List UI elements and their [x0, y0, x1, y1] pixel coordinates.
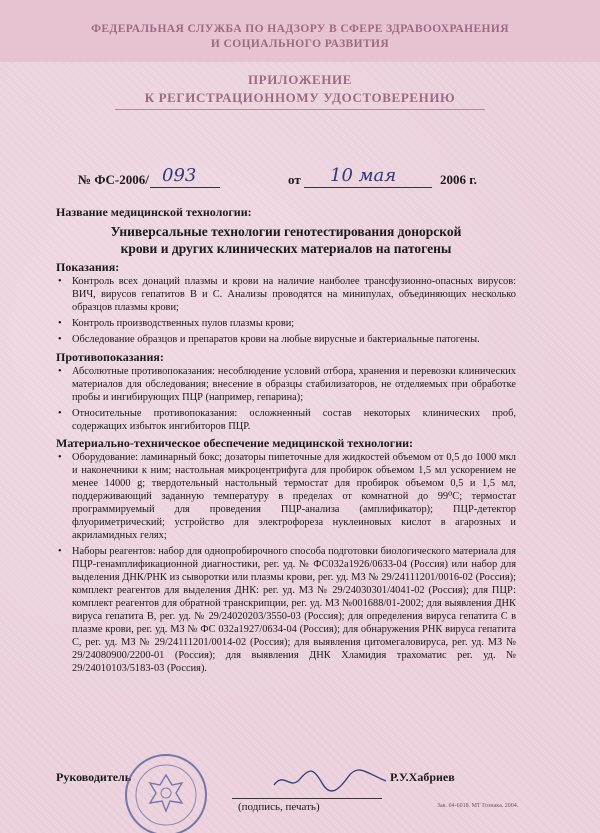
- registration-number-handwritten: 093: [162, 165, 197, 186]
- contraindications-heading: Противопоказания:: [56, 350, 164, 364]
- tech-title-line2: крови и других клинических материалов на патогены: [120, 241, 452, 256]
- appendix-title: ПРИЛОЖЕНИЕ: [247, 72, 353, 87]
- agency-name-line2: И СОЦИАЛЬНОГО РАЗВИТИЯ: [210, 38, 390, 50]
- registration-number-label: № ФС-2006/: [78, 172, 149, 187]
- year-label: 2006 г.: [440, 172, 477, 187]
- signature-line: [232, 798, 382, 799]
- date-from-label: от: [288, 172, 301, 187]
- date-handwritten: 10 мая: [330, 165, 397, 186]
- list-item: • Контроль всех донаций плазмы и крови на наличие наиболее трансфузионно-опасных вирусов: ВИЧ, вирусов гепатитов В и С. Анализы проводятся на минипулах, объединяющих несколько образцов плазмы крови;: [58, 276, 516, 313]
- list-item: • Оборудование: ламинарный бокс; дозаторы пипеточные для жидкостей объемом от 0,5 до 1000 мкл и наконечники к ним; настольная микроцентрифуга для пробирок объемом 1,5 мл ускорением не менее 14000 g; твердотельный настольный термостат для пробирок объемом 0,5 и 1,5 мл, поддерживающий заданную температуру в пределах от комнатной до 99⁰С; термостат программируемый для проведения ПЦР-анализа (амплификатор); ПЦР-детектор флуориметрический; устройство для электрофореза нуклеиновых кислот в агарозных и акриламидных гелях;: [58, 452, 516, 541]
- bullet-icon: •: [58, 546, 62, 557]
- list-item: • Контроль производственных пулов плазмы крови;: [58, 318, 295, 329]
- agency-name-line1: ФЕДЕРАЛЬНАЯ СЛУЖБА ПО НАДЗОРУ В СФЕРЕ ЗДРАВООХРАНЕНИЯ: [91, 23, 509, 35]
- signature-scribble-icon: [270, 765, 390, 795]
- signature-role: Руководитель: [56, 770, 132, 784]
- bullet-icon: •: [58, 276, 62, 287]
- divider: [115, 109, 485, 110]
- tech-title: [56, 223, 516, 257]
- appendix-subtitle: К РЕГИСТРАЦИОННОМУ УДОСТОВЕРЕНИЮ: [144, 90, 456, 105]
- bullet-icon: •: [58, 318, 62, 329]
- list-item: • Абсолютные противопоказания: несоблюдение условий отбора, хранения и перевозки клинических материалов для обследования; внесение в образцы стабилизаторов, не отделяемых при обработке пробы и ингибирующих ПЦР (например, гепарина);: [58, 366, 516, 403]
- bullet-icon: •: [58, 334, 62, 345]
- list-item: • Обследование образцов и препаратов крови на любые вирусные и бактериальные патогены.: [58, 334, 480, 345]
- bullet-icon: •: [58, 366, 62, 377]
- bullet-icon: •: [58, 452, 62, 463]
- list-item: • Относительные противопоказания: осложненный состав некоторых клинических проб, содержащих избыток ингибиторов ПЦР.: [58, 408, 516, 432]
- indications-heading: Показания:: [56, 260, 120, 274]
- print-note: Зак. 04-6018. МТ Гознака. 2004.: [437, 803, 519, 809]
- signatory-name: Р.У.Хабриев: [390, 770, 455, 784]
- signature-caption: (подпись, печать): [238, 801, 320, 813]
- list-item: • Наборы реагентов: набор для однопробирочного способа подготовки биологического материала для ПЦР-генамплификационной диагностики, рег. уд. № ФС032а1926/0633-04 (Россия) или набор для выделения ДНК/РНК из сыворотки или плазмы крови, рег. уд. МЗ № 29/24111201/0016-02 (Россия); комплект реагентов для выделения ДНК: рег. уд. МЗ № 29/24030301/4041-02 (Россия); для ПЦР: комплект реагентов для обратной транскрипции, рег. уд. МЗ №001688/01-2002; для выявления ДНК вируса гепатита В, рег. уд. № 29/24020203/3550-03 (Россия); для определения вируса гепатита С в плазме крови, рег. уд. МЗ № ФС 032а1927/0634-04 (Россия); для обнаружения РНК вируса гепатита С, рег. уд. МЗ № 29/24111201/0014-02 (Россия); для выявления цитомегаловируса, рег. уд. МЗ № 29/24080900/2200-01 (Россия); для выявления ДНК Хламидия трахоматис рег. уд. № 29/24010103/5183-03 (Россия).: [58, 546, 517, 674]
- support-heading: Материально-техническое обеспечение медицинской технологии:: [56, 436, 414, 450]
- bullet-icon: •: [58, 408, 62, 419]
- tech-title-line1: Универсальные технологии генотестирования донорской: [110, 224, 462, 239]
- document-body: [56, 205, 516, 678]
- number-underline: [150, 187, 220, 188]
- date-underline: [304, 187, 432, 188]
- official-stamp-icon: [112, 745, 220, 833]
- tech-name-label: Название медицинской технологии:: [56, 205, 252, 219]
